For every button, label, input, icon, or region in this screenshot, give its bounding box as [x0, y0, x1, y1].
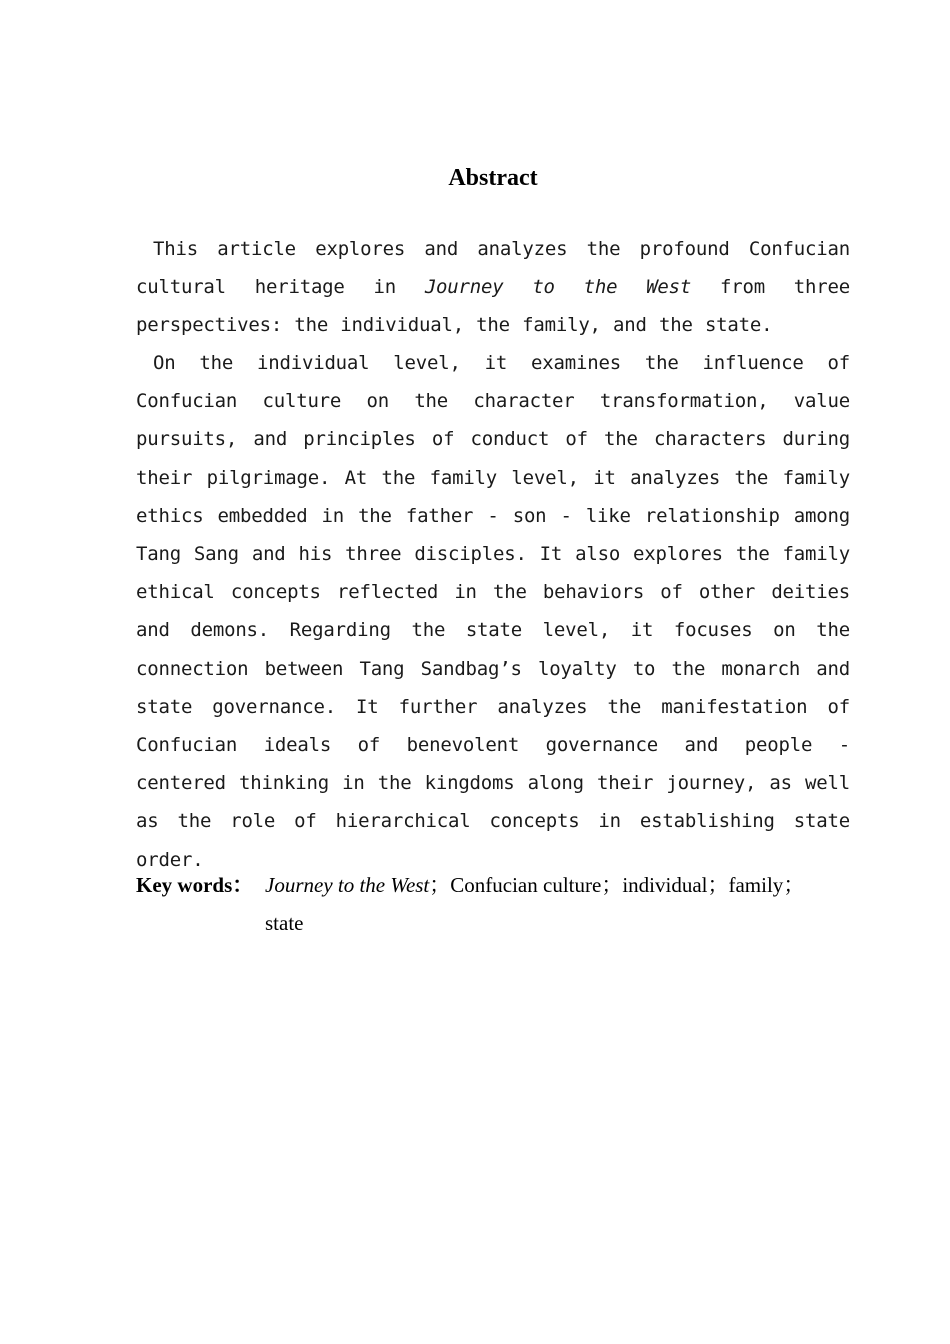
keywords-list	[265, 866, 850, 942]
abstract-title: Abstract	[448, 165, 538, 191]
keyword-item: Confucian culture	[450, 873, 602, 897]
abstract-paragraph-2	[136, 344, 850, 879]
keywords-label: Key words：	[136, 873, 254, 897]
abstract-paragraph-1	[136, 230, 850, 345]
keyword-separator: ；	[783, 873, 805, 897]
keyword-separator: ；	[601, 873, 623, 897]
keyword-separator: ；	[429, 873, 451, 897]
paragraph-1-text-start: This article explores and analyzes the profound Confucian cultural heritage in	[136, 238, 850, 299]
keyword-separator: ；	[707, 873, 729, 897]
keyword-item: individual	[622, 873, 708, 897]
keyword-item: state	[265, 911, 304, 935]
keywords-section	[136, 866, 850, 942]
keyword-item: Journey to the West	[265, 873, 430, 897]
paragraph-1-text-end: from three perspectives: the individual, the family, and the state.	[136, 276, 850, 337]
keyword-item: family	[728, 873, 784, 897]
book-title: Journey to the West	[424, 276, 692, 299]
paragraph-2-text: On the individual level, it examines the influence of Confucian culture on the character transformation, value pursuits, and principles of conduct of the characters during their pilgrimage. At the family level, it analyzes the family ethics embedded in the father - son - like relationship among Tang Sang and his three disciples. It also explores the family ethical concepts reflected in the behaviors of other deities and demons. Regarding the state level, it focuses on the connection between Tang Sandbag’s loyalty to the monarch and state governance. It further analyzes the manifestation of Confucian ideals of benevolent governance and people - centered thinking in the kingdoms along their journey, as well as the role of hierarchical concepts in establishing state order.	[136, 352, 850, 871]
